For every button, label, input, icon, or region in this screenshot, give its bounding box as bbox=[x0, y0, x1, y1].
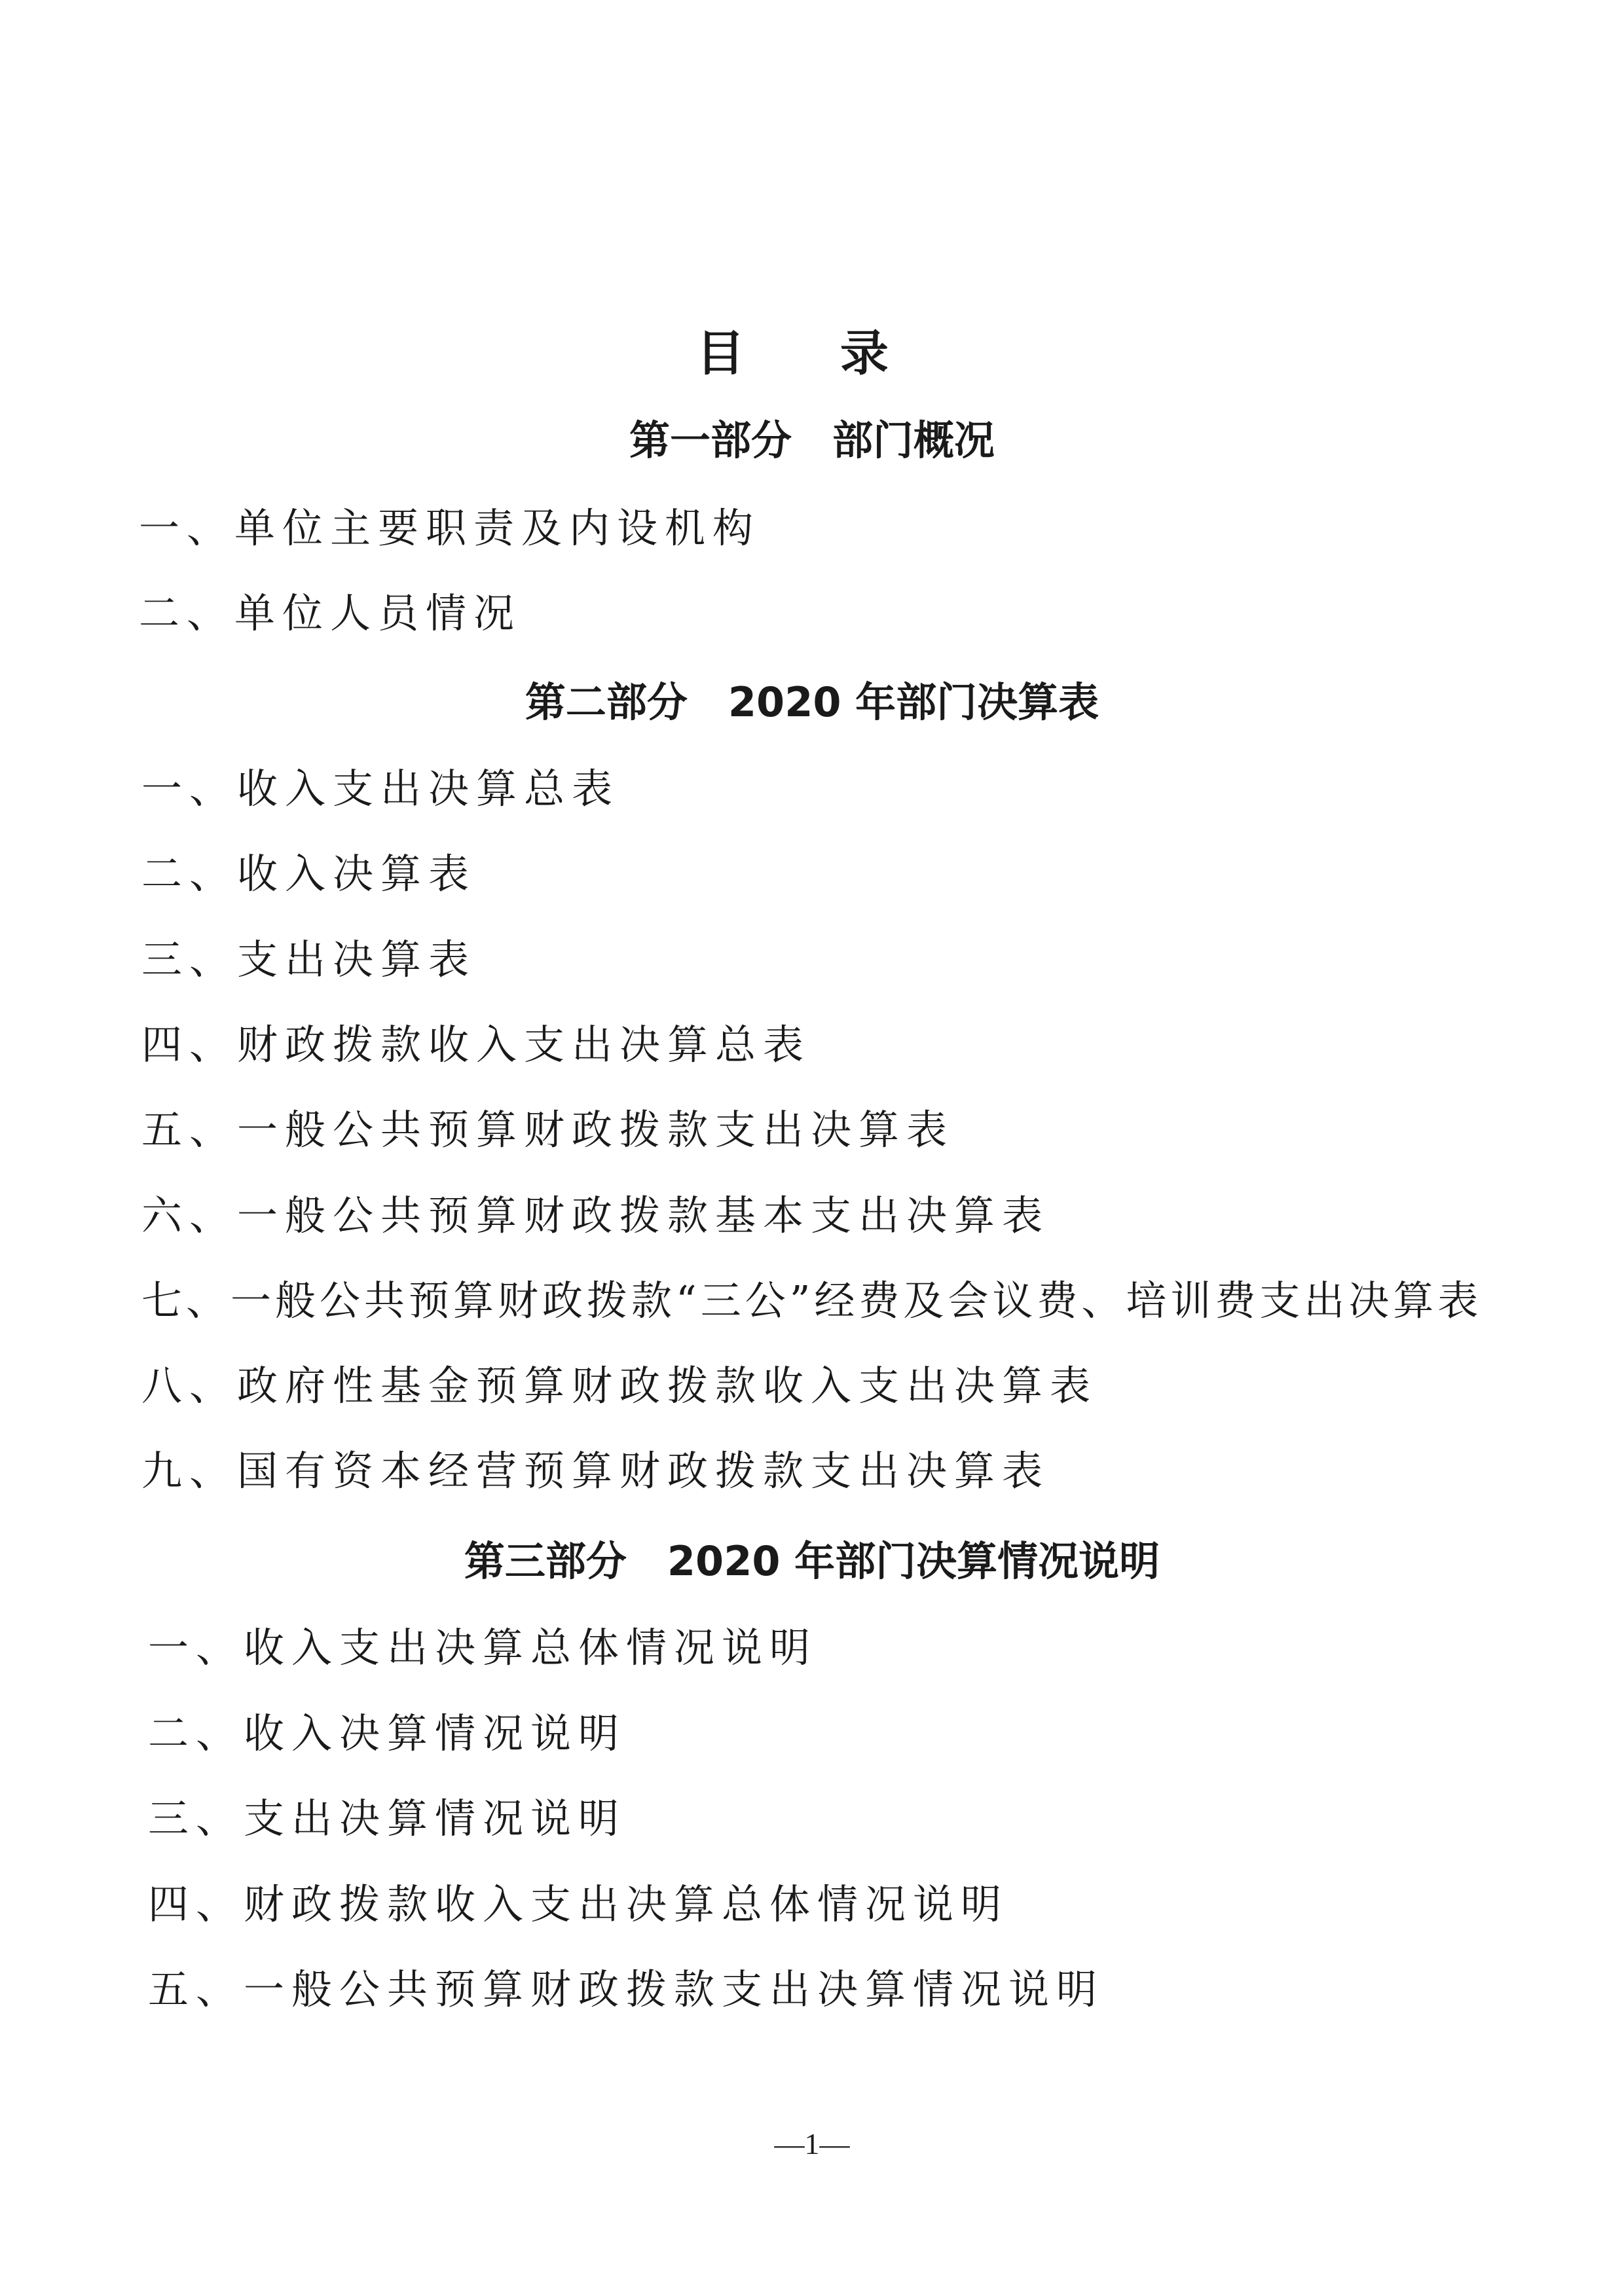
toc-item: 六、一般公共预算财政拨款基本支出决算表 bbox=[141, 1192, 1050, 1239]
page-title: 目 录 bbox=[696, 325, 928, 382]
section-heading-part1 bbox=[0, 411, 1624, 470]
section-heading-part3 bbox=[0, 1532, 1624, 1591]
toc-item: 一、单位主要职责及内设机构 bbox=[139, 504, 761, 552]
toc-item: 二、单位人员情况 bbox=[139, 589, 522, 637]
section-label: 第一部分 bbox=[629, 416, 792, 464]
section-name: 部门概况 bbox=[832, 416, 995, 464]
toc-item: 八、政府性基金预算财政拨款收入支出决算表 bbox=[141, 1362, 1098, 1410]
section-name: 2020 年部门决算表 bbox=[728, 678, 1099, 726]
toc-item: 一、收入支出决算总体情况说明 bbox=[148, 1624, 818, 1671]
toc-item: 七、一般公共预算财政拨款“三公”经费及会议费、培训费支出决算表 bbox=[141, 1277, 1483, 1324]
toc-item: 二、收入决算情况说明 bbox=[148, 1709, 627, 1757]
toc-item: 二、收入决算表 bbox=[141, 850, 477, 898]
toc-item: 四、财政拨款收入支出决算总体情况说明 bbox=[148, 1880, 1009, 1928]
toc-item: 九、国有资本经营预算财政拨款支出决算表 bbox=[141, 1447, 1050, 1495]
page-number: —1— bbox=[774, 2127, 850, 2160]
toc-item: 四、财政拨款收入支出决算总表 bbox=[141, 1021, 811, 1068]
toc-item: 五、一般公共预算财政拨款支出决算表 bbox=[141, 1106, 955, 1154]
section-heading-part2 bbox=[0, 673, 1624, 732]
toc-item: 一、收入支出决算总表 bbox=[141, 765, 620, 812]
toc-item: 五、一般公共预算财政拨款支出决算情况说明 bbox=[148, 1965, 1105, 2013]
section-label: 第二部分 bbox=[525, 678, 688, 726]
section-name: 2020 年部门决算情况说明 bbox=[667, 1537, 1160, 1585]
toc-item: 三、支出决算表 bbox=[141, 936, 477, 983]
section-label: 第三部分 bbox=[464, 1537, 627, 1585]
toc-item: 三、支出决算情况说明 bbox=[148, 1795, 627, 1842]
